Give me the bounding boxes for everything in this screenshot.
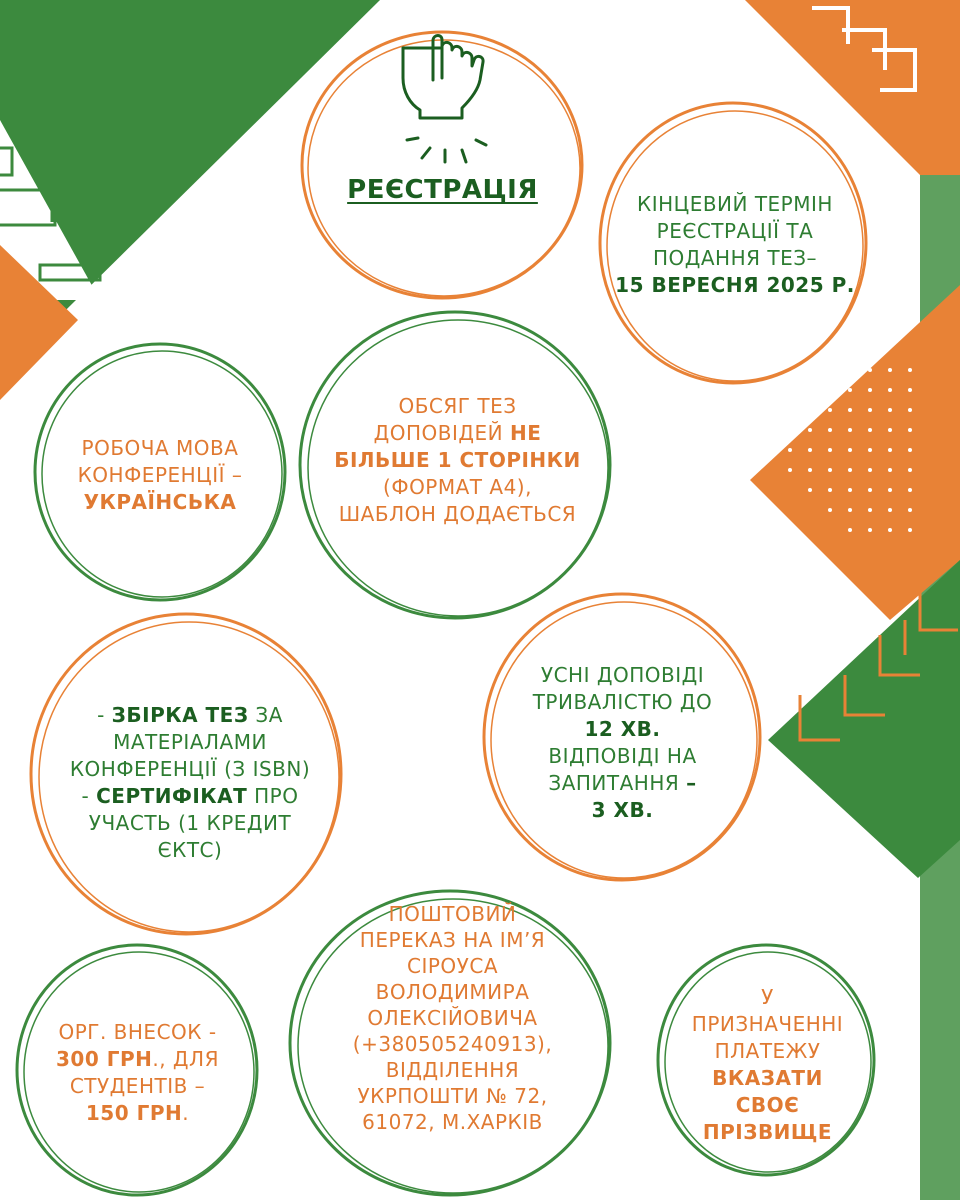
right-orange-diamond [750, 285, 960, 620]
collection-text-1: ЗА [255, 702, 283, 727]
transfer-line-5: ОЛЕКСІЙОВИЧА [367, 1005, 538, 1030]
oral-line-5-bold: – [686, 770, 697, 795]
language-line-2: КОНФЕРЕНЦІЇ – [77, 462, 243, 487]
purpose-line-3: ПЛАТЕЖУ [714, 1039, 821, 1063]
volume-line-4: (ФОРМАТ А4), [383, 474, 532, 499]
volume-line-5: ШАБЛОН ДОДАЄТЬСЯ [338, 501, 577, 526]
oral-line-4: ВІДПОВІДІ НА [548, 743, 697, 768]
registration-title: РЕЄСТРАЦІЯ [347, 175, 538, 205]
deadline-line-2: РЕЄСТРАЦІЇ ТА [656, 219, 814, 243]
fee-line-2 [56, 1046, 219, 1073]
volume-line-2-bold: НЕ [509, 420, 542, 445]
collection-line-2: МАТЕРІАЛАМИ [113, 729, 267, 754]
purpose-line-2: ПРИЗНАЧЕННІ [691, 1012, 844, 1036]
oral-line-6: 3 ХВ. [591, 797, 654, 822]
collection-line-6: ЄКТС) [157, 837, 223, 862]
deadline-line-1: КІНЦЕВИЙ ТЕРМІН [637, 192, 833, 216]
transfer-text [320, 900, 585, 1135]
volume-line-3: БІЛЬШЕ 1 СТОРІНКИ [334, 447, 581, 472]
language-text [60, 430, 260, 520]
oral-line-2: ТРИВАЛІСТЮ ДО [532, 689, 713, 714]
fee-text-2: . [182, 1100, 190, 1125]
transfer-line-2: ПЕРЕКАЗ НА ІМ’Я [359, 927, 546, 952]
collection-dash-1: - [97, 702, 105, 727]
volume-text [310, 390, 605, 530]
collection-bold-2: СЕРТИФІКАТ [96, 783, 248, 808]
transfer-line-4: ВОЛОДИМИРА [375, 979, 530, 1004]
collection-line-5: УЧАСТЬ (1 КРЕДИТ [88, 810, 292, 835]
fee-bold-2: 150 ГРН [85, 1100, 183, 1125]
collection-line-3: КОНФЕРЕНЦІЇ (З ISBN) [69, 756, 311, 781]
fee-bold-1: 300 ГРН [56, 1046, 153, 1071]
oral-line-5 [548, 770, 696, 797]
oral-line-5-text: ЗАПИТАННЯ [548, 770, 680, 795]
purpose-bold-2: СВОЄ [735, 1093, 800, 1117]
purpose-line-1: У [761, 985, 774, 1009]
collection-bold-1: ЗБІРКА ТЕЗ [111, 702, 249, 727]
fee-text [35, 1015, 240, 1130]
deadline-line-3: ПОДАННЯ ТЕЗ– [652, 246, 818, 270]
language-value: УКРАЇНСЬКА [83, 489, 237, 514]
volume-line-1: ОБСЯГ ТЕЗ [398, 393, 517, 418]
collection-text [45, 700, 335, 865]
deadline-date: 15 ВЕРЕСНЯ 2025 Р. [615, 273, 855, 297]
transfer-line-6: (+380505240913), [352, 1031, 553, 1056]
transfer-line-1: ПОШТОВИЙ [388, 901, 517, 926]
fee-line-3: СТУДЕНТІВ – [69, 1073, 206, 1098]
collection-line-1 [97, 702, 283, 729]
purpose-bold-3: ПРІЗВИЩЕ [702, 1120, 833, 1144]
volume-line-2 [374, 420, 542, 447]
oral-line-1: УСНІ ДОПОВІДІ [540, 662, 705, 687]
right-green-diamond [768, 560, 960, 878]
volume-line-2-text: ДОПОВІДЕЙ [373, 420, 504, 445]
collection-line-4 [82, 783, 299, 810]
oral-text [500, 660, 745, 825]
collection-dash-2: - [81, 783, 90, 808]
fee-line-4 [86, 1100, 189, 1127]
fee-line-1: ОРГ. ВНЕСОК - [58, 1019, 217, 1044]
transfer-line-8: УКРПОШТИ № 72, [357, 1083, 548, 1108]
transfer-line-7: ВІДДІЛЕННЯ [385, 1057, 520, 1082]
oral-line-3: 12 ХВ. [584, 716, 661, 741]
fee-text-1: ., ДЛЯ [152, 1046, 219, 1071]
pointing-hand-icon [403, 36, 486, 163]
transfer-line-3: СІРОУСА [407, 953, 498, 978]
deadline-text [605, 185, 865, 305]
language-line-1: РОБОЧА МОВА [81, 435, 239, 460]
top-right-orange-shape [745, 0, 960, 175]
transfer-line-9: 61072, М.ХАРКІВ [362, 1109, 543, 1134]
purpose-bold-1: ВКАЗАТИ [712, 1066, 823, 1090]
collection-text-2: ПРО [254, 783, 299, 808]
purpose-text [670, 985, 865, 1145]
